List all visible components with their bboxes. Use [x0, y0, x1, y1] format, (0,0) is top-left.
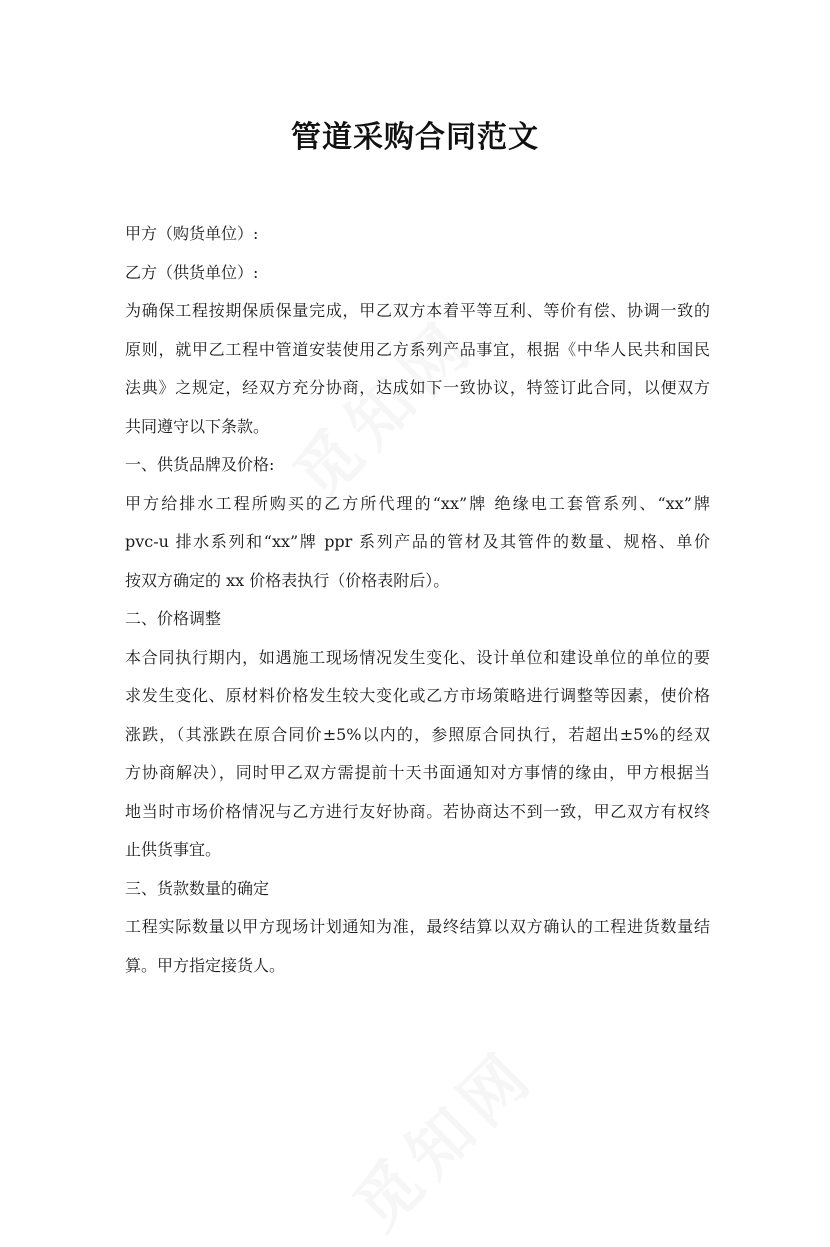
section-heading: 三、货款数量的确定 — [125, 878, 270, 898]
paragraph-line: 原则，就甲乙工程中管道安装使用乙方系列产品事宜，根据《中华人民共和国民 — [125, 339, 710, 359]
paragraph-line: 求发生变化、原材料价格发生较大变化或乙方市场策略进行调整等因素，使价格 — [125, 686, 710, 705]
paragraph-line: 按双方确定的 xx 价格表执行（价格表附后）。 — [125, 570, 450, 590]
paragraph-line: 工程实际数量以甲方现场计划通知为准，最终结算以双方确认的工程进货数量结 — [125, 917, 710, 936]
paragraph-line: 止供货事宜。 — [125, 840, 222, 859]
party-a-line: 甲方（购货单位）: — [125, 224, 259, 243]
paragraph-line: 涨跌，（其涨跌在原合同价±5%以内的，参照原合同执行，若超出±5%的经双 — [125, 724, 710, 744]
paragraph-line: 甲方给排水工程所购买的乙方所代理的“xx”牌 绝缘电工套管系列、“xx”牌 — [125, 493, 710, 513]
section-heading: 一、供货品牌及价格: — [125, 455, 275, 474]
paragraph-line: 为确保工程按期保质保量完成，甲乙双方本着平等互利、等价有偿、协调一致的 — [125, 301, 710, 320]
paragraph-line: 地当时市场价格情况与乙方进行友好协商。若协商达不到一致，甲乙双方有权终 — [125, 801, 710, 821]
section-heading: 二、价格调整 — [125, 609, 222, 628]
document-title: 管道采购合同范文 — [291, 120, 539, 155]
paragraph-line: 算。甲方指定接货人。 — [125, 955, 286, 975]
paragraph-line: 共同遵守以下条款。 — [125, 416, 270, 436]
paragraph-line: 法典》之规定，经双方充分协商，达成如下一致协议，特签订此合同，以便双方 — [125, 378, 710, 397]
paragraph-line: pvc-u 排水系列和“xx”牌 ppr 系列产品的管材及其管件的数量、规格、单价 — [125, 532, 710, 551]
paragraph-line: 方协商解决），同时甲乙双方需提前十天书面通知对方事情的缘由，甲方根据当 — [125, 763, 710, 782]
paragraph-line: 本合同执行期内，如遇施工现场情况发生变化、设计单位和建设单位的单位的要 — [125, 647, 710, 667]
document-body — [125, 215, 710, 985]
watermark — [330, 1025, 552, 1247]
party-b-line: 乙方（供货单位）: — [125, 262, 259, 282]
